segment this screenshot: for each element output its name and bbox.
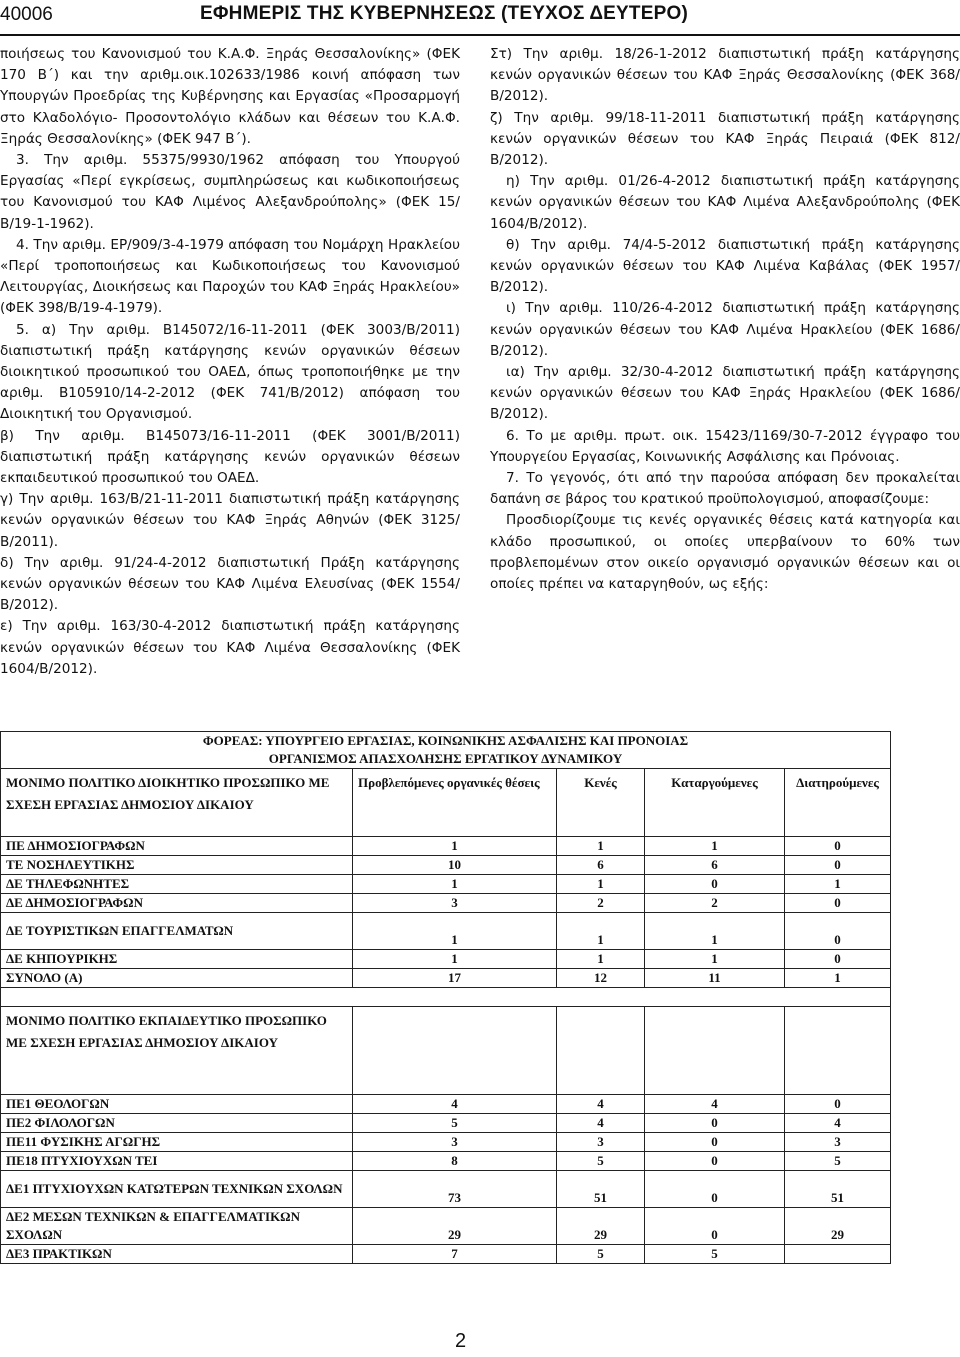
row-provlepomenes: 1	[353, 950, 557, 969]
table-row	[1, 1152, 891, 1171]
row-katargoumenes: 1	[645, 913, 785, 950]
row-name: ΠΕ1 ΘΕΟΛΟΓΩΝ	[1, 1095, 353, 1114]
paragraph: β) Την αριθμ. Β145073/16-11-2011 (ΦΕΚ 3001/Β/2011) διαπιστωτική πράξη κατάργησης κενών οργανικών θέσεων εκπαιδευτικού προσωπικού του ΟΑΕΔ.	[0, 427, 460, 487]
row-katargoumenes: 0	[645, 1152, 785, 1171]
table-title-line2: ΟΡΓΑΝΙΣΜΟΣ ΑΠΑΣΧΟΛΗΣΗΣ ΕΡΓΑΤΙΚΟΥ ΔΥΝΑΜΙΚΟΥ	[268, 751, 623, 766]
row-provlepomenes: 1	[353, 837, 557, 856]
left-column	[0, 44, 460, 680]
table-row	[1, 894, 891, 913]
row-diatiroumenes: 3	[785, 1133, 891, 1152]
empty-cell	[353, 1007, 557, 1095]
paragraph: ποιήσεως του Κανονισμού του Κ.Α.Φ. Ξηράς Θεσσαλονίκης» (ΦΕΚ 170 Β΄) και την αριθμ.οικ.102633/1986 κοινή απόφαση των Υπουργών Προεδρίας της Κυβέρνησης και Εργασίας «Προσαρμογή στο Κλαδολόγιο- Προσοντολόγιο κλάδων και θέσεων του Κ.Α.Φ. Ξηράς Θεσσαλονίκης» (ΦΕΚ 947 Β΄).	[0, 46, 460, 147]
table-row	[1, 1208, 891, 1245]
table-title-row	[1, 732, 891, 769]
row-name: ΔΕ1 ΠΤΥΧΙΟΥΧΩΝ ΚΑΤΩΤΕΡΩΝ ΤΕΧΝΙΚΩΝ ΣΧΟΛΩΝ	[1, 1171, 353, 1208]
paragraph: ια) Την αριθμ. 32/30-4-2012 διαπιστωτική πράξη κατάργησης κενών οργανικών θέσεων του ΚΑΦ Ξηράς Ηρακλείου (ΦΕΚ 1686/Β/2012).	[490, 364, 960, 423]
table-gap-row	[1, 988, 891, 1007]
section2-header: ΜΟΝΙΜΟ ΠΟΛΙΤΙΚΟ ΕΚΠΑΙΔΕΥΤΙΚΟ ΠΡΟΣΩΠΙΚΟ ΜΕ ΣΧΕΣΗ ΕΡΓΑΣΙΑΣ ΔΗΜΟΣΙΟΥ ΔΙΚΑΙΟΥ	[1, 1007, 353, 1095]
row-katargoumenes: 0	[645, 875, 785, 894]
row-kenes: 4	[557, 1095, 645, 1114]
row-provlepomenes: 5	[353, 1114, 557, 1133]
section1-header: ΜΟΝΙΜΟ ΠΟΛΙΤΙΚΟ ΔΙΟΙΚΗΤΙΚΟ ΠΡΟΣΩΠΙΚΟ ΜΕ ΣΧΕΣΗ ΕΡΓΑΣΙΑΣ ΔΗΜΟΣΙΟΥ ΔΙΚΑΙΟΥ	[1, 769, 353, 837]
row-name: ΣΥΝΟΛΟ (Α)	[1, 969, 353, 988]
row-diatiroumenes: 4	[785, 1114, 891, 1133]
paragraph: γ) Την αριθμ. 163/Β/21-11-2011 διαπιστωτική πράξη κατάργησης κενών οργανικών θέσεων του ΚΑΦ Ξηράς Αθηνών (ΦΕΚ 3125/Β/2011).	[0, 491, 460, 550]
row-kenes: 4	[557, 1114, 645, 1133]
row-katargoumenes: 4	[645, 1095, 785, 1114]
row-name: ΔΕ ΤΗΛΕΦΩΝΗΤΕΣ	[1, 875, 353, 894]
section2-header-row	[1, 1007, 891, 1095]
row-katargoumenes: 1	[645, 950, 785, 969]
row-diatiroumenes: 0	[785, 837, 891, 856]
row-provlepomenes: 1	[353, 913, 557, 950]
row-kenes: 1	[557, 913, 645, 950]
table-row	[1, 837, 891, 856]
paragraph: 4. Την αριθμ. ΕΡ/909/3-4-1979 απόφαση του Νομάρχη Ηρακλείου «Περί τροποποιήσεως και Κωδικοποιήσεως του Κανονισμού Λειτουργίας, Διοικήσεως και Παροχών του ΚΑΦ Ξηράς Ηρακλείου» (ΦΕΚ 398/Β/19-4-1979).	[0, 236, 460, 317]
page-header	[0, 0, 960, 36]
table-row	[1, 1114, 891, 1133]
row-diatiroumenes: 0	[785, 1095, 891, 1114]
row-kenes: 3	[557, 1133, 645, 1152]
row-diatiroumenes: 5	[785, 1152, 891, 1171]
table-row	[1, 875, 891, 894]
empty-cell	[785, 1007, 891, 1095]
row-name: ΔΕ ΤΟΥΡΙΣΤΙΚΩΝ ΕΠΑΓΓΕΛΜΑΤΩΝ	[1, 913, 353, 950]
positions-table	[0, 731, 891, 1264]
gap-cell	[1, 988, 891, 1007]
table-title-line1: ΦΟΡΕΑΣ: ΥΠΟΥΡΓΕΙΟ ΕΡΓΑΣΙΑΣ, ΚΟΙΝΩΝΙΚΗΣ ΑΣΦΑΛΙΣΗΣ ΚΑΙ ΠΡΟΝΟΙΑΣ	[202, 733, 689, 748]
row-provlepomenes: 73	[353, 1171, 557, 1208]
row-kenes: 1	[557, 837, 645, 856]
paragraph: 5. α) Την αριθμ. Β145072/16-11-2011 (ΦΕΚ 3003/Β/2011) διαπιστωτική πράξη κατάργησης κενών οργανικών θέσεων διοικητικού προσωπικού του ΟΑΕΔ, όπως τροποποιήθηκε με την αριθμ. Β105910/14-2-2012 (ΦΕΚ 741/Β/2012) απόφαση του Διοικητική του Οργανισμού.	[0, 321, 460, 423]
row-kenes: 1	[557, 950, 645, 969]
row-kenes: 1	[557, 875, 645, 894]
table-row	[1, 1095, 891, 1114]
row-name: ΠΕ2 ΦΙΛΟΛΟΓΩΝ	[1, 1114, 353, 1133]
right-column	[490, 44, 960, 595]
paragraph: ι) Την αριθμ. 110/26-4-2012 διαπιστωτική πράξη κατάργησης κενών οργανικών θέσεων του ΚΑΦ Λιμένα Ηρακλείου (ΦΕΚ 1686/Β/2012).	[490, 300, 960, 359]
paragraph: 7. Το γεγονός, ότι από την παρούσα απόφαση δεν προκαλείται δαπάνη σε βάρος του κρατικού προϋπολογισμού, αποφασίζουμε:	[490, 470, 960, 508]
row-diatiroumenes: 0	[785, 856, 891, 875]
table-row	[1, 1245, 891, 1264]
table-row	[1, 1133, 891, 1152]
row-name: ΔΕ3 ΠΡΑΚΤΙΚΩΝ	[1, 1245, 353, 1264]
table-row	[1, 913, 891, 950]
page-number: 40006	[0, 4, 53, 25]
row-provlepomenes: 17	[353, 969, 557, 988]
empty-cell	[645, 1007, 785, 1095]
row-katargoumenes: 0	[645, 1133, 785, 1152]
row-kenes: 6	[557, 856, 645, 875]
paragraph: θ) Την αριθμ. 74/4-5-2012 διαπιστωτική πράξη κατάργησης κενών οργανικών θέσεων του ΚΑΦ Λιμένα Καβάλας (ΦΕΚ 1957/Β/2012).	[490, 236, 960, 296]
row-diatiroumenes: 51	[785, 1171, 891, 1208]
paragraph: η) Την αριθμ. 01/26-4-2012 διαπιστωτική πράξη κατάργησης κενών οργανικών θέσεων του ΚΑΦ Λιμένα Αλεξανδρούπολης (ΦΕΚ 1604/Β/2012).	[490, 173, 960, 232]
row-provlepomenes: 8	[353, 1152, 557, 1171]
row-name: ΠΕ18 ΠΤΥΧΙΟΥΧΩΝ ΤΕΙ	[1, 1152, 353, 1171]
col-header-kenes: Κενές	[557, 769, 645, 837]
paragraph: ζ) Την αριθμ. 99/18-11-2011 διαπιστωτική πράξη κατάργησης κενών οργανικών θέσεων του ΚΑΦ Ξηράς Πειραιά (ΦΕΚ 812/Β/2012).	[490, 109, 960, 169]
table-row	[1, 969, 891, 988]
row-provlepomenes: 1	[353, 875, 557, 894]
footer-page-mark: 2	[455, 1330, 467, 1352]
table-row	[1, 1171, 891, 1208]
row-katargoumenes: 0	[645, 1114, 785, 1133]
row-kenes: 29	[557, 1208, 645, 1245]
table-title	[1, 732, 891, 769]
table-row	[1, 856, 891, 875]
row-name: ΔΕ2 ΜΕΣΩΝ ΤΕΧΝΙΚΩΝ & ΕΠΑΓΓΕΛΜΑΤΙΚΩΝ ΣΧΟΛΩΝ	[1, 1208, 353, 1245]
row-kenes: 51	[557, 1171, 645, 1208]
row-kenes: 5	[557, 1152, 645, 1171]
row-diatiroumenes: 0	[785, 894, 891, 913]
row-kenes: 2	[557, 894, 645, 913]
paragraph: ε) Την αριθμ. 163/30-4-2012 διαπιστωτική πράξη κατάργησης κενών οργανικών θέσεων του ΚΑΦ Λιμένα Θεσσαλονίκης (ΦΕΚ 1604/Β/2012).	[0, 618, 460, 677]
row-katargoumenes: 2	[645, 894, 785, 913]
row-provlepomenes: 3	[353, 894, 557, 913]
table-header-row	[1, 769, 891, 837]
row-diatiroumenes: 1	[785, 969, 891, 988]
row-katargoumenes: 0	[645, 1171, 785, 1208]
row-katargoumenes: 11	[645, 969, 785, 988]
row-provlepomenes: 29	[353, 1208, 557, 1245]
row-katargoumenes: 5	[645, 1245, 785, 1264]
col-header-katargoumenes: Καταργούμενες	[645, 769, 785, 837]
row-provlepomenes: 10	[353, 856, 557, 875]
row-name: ΤΕ ΝΟΣΗΛΕΥΤΙΚΗΣ	[1, 856, 353, 875]
row-diatiroumenes	[785, 1245, 891, 1264]
row-kenes: 5	[557, 1245, 645, 1264]
row-katargoumenes: 1	[645, 837, 785, 856]
row-katargoumenes: 6	[645, 856, 785, 875]
row-katargoumenes: 0	[645, 1208, 785, 1245]
col-header-provlepomenes: Προβλεπόμενες οργανικές θέσεις	[353, 769, 557, 837]
row-provlepomenes: 7	[353, 1245, 557, 1264]
gazette-title: ΕΦΗΜΕΡΙΣ ΤΗΣ ΚΥΒΕΡΝΗΣΕΩΣ (ΤΕΥΧΟΣ ΔΕΥΤΕΡΟ)	[200, 3, 688, 24]
row-name: ΠΕ ΔΗΜΟΣΙΟΓΡΑΦΩΝ	[1, 837, 353, 856]
row-kenes: 12	[557, 969, 645, 988]
paragraph: 3. Την αριθμ. 55375/9930/1962 απόφαση του Υπουργού Εργασίας «Περί εγκρίσεως, συμπληρώσεως και κωδικοποιήσεως του Κανονισμού του ΚΑΦ Λιμένος Αλεξανδρούπολης» (ΦΕΚ 15/Β/19-1-1962).	[0, 152, 460, 232]
col-header-diatiroumenes: Διατηρούμενες	[785, 769, 891, 837]
paragraph: 6. Το με αριθμ. πρωτ. οικ. 15423/1169/30-7-2012 έγγραφο του Υπουργείου Εργασίας, Κοινωνικής Ασφάλισης και Πρόνοιας.	[490, 427, 960, 465]
row-name: ΔΕ ΔΗΜΟΣΙΟΓΡΑΦΩΝ	[1, 894, 353, 913]
row-diatiroumenes: 0	[785, 950, 891, 969]
row-name: ΔΕ ΚΗΠΟΥΡΙΚΗΣ	[1, 950, 353, 969]
row-provlepomenes: 4	[353, 1095, 557, 1114]
paragraph: Προσδιορίζουμε τις κενές οργανικές θέσεις κατά κατηγορία και κλάδο προσωπικού, οι οποίες υπερβαίνουν το 60% των προβλεπομένων στον οικείο οργανισμό οργανικών θέσεων και οι οποίες πρέπει να καταργηθούν, ως εξής:	[490, 512, 960, 593]
row-diatiroumenes: 0	[785, 913, 891, 950]
row-diatiroumenes: 29	[785, 1208, 891, 1245]
empty-cell	[557, 1007, 645, 1095]
row-diatiroumenes: 1	[785, 875, 891, 894]
table-row	[1, 950, 891, 969]
paragraph: Στ) Την αριθμ. 18/26-1-2012 διαπιστωτική πράξη κατάργησης κενών οργανικών θέσεων του ΚΑΦ Ξηράς Θεσσαλονίκης (ΦΕΚ 368/Β/2012).	[490, 46, 960, 105]
row-provlepomenes: 3	[353, 1133, 557, 1152]
row-name: ΠΕ11 ΦΥΣΙΚΗΣ ΑΓΩΓΗΣ	[1, 1133, 353, 1152]
paragraph: δ) Την αριθμ. 91/24-4-2012 διαπιστωτική Πράξη κατάργησης κενών οργανικών θέσεων του ΚΑΦ Λιμένα Ελευσίνας (ΦΕΚ 1554/Β/2012).	[0, 554, 460, 614]
